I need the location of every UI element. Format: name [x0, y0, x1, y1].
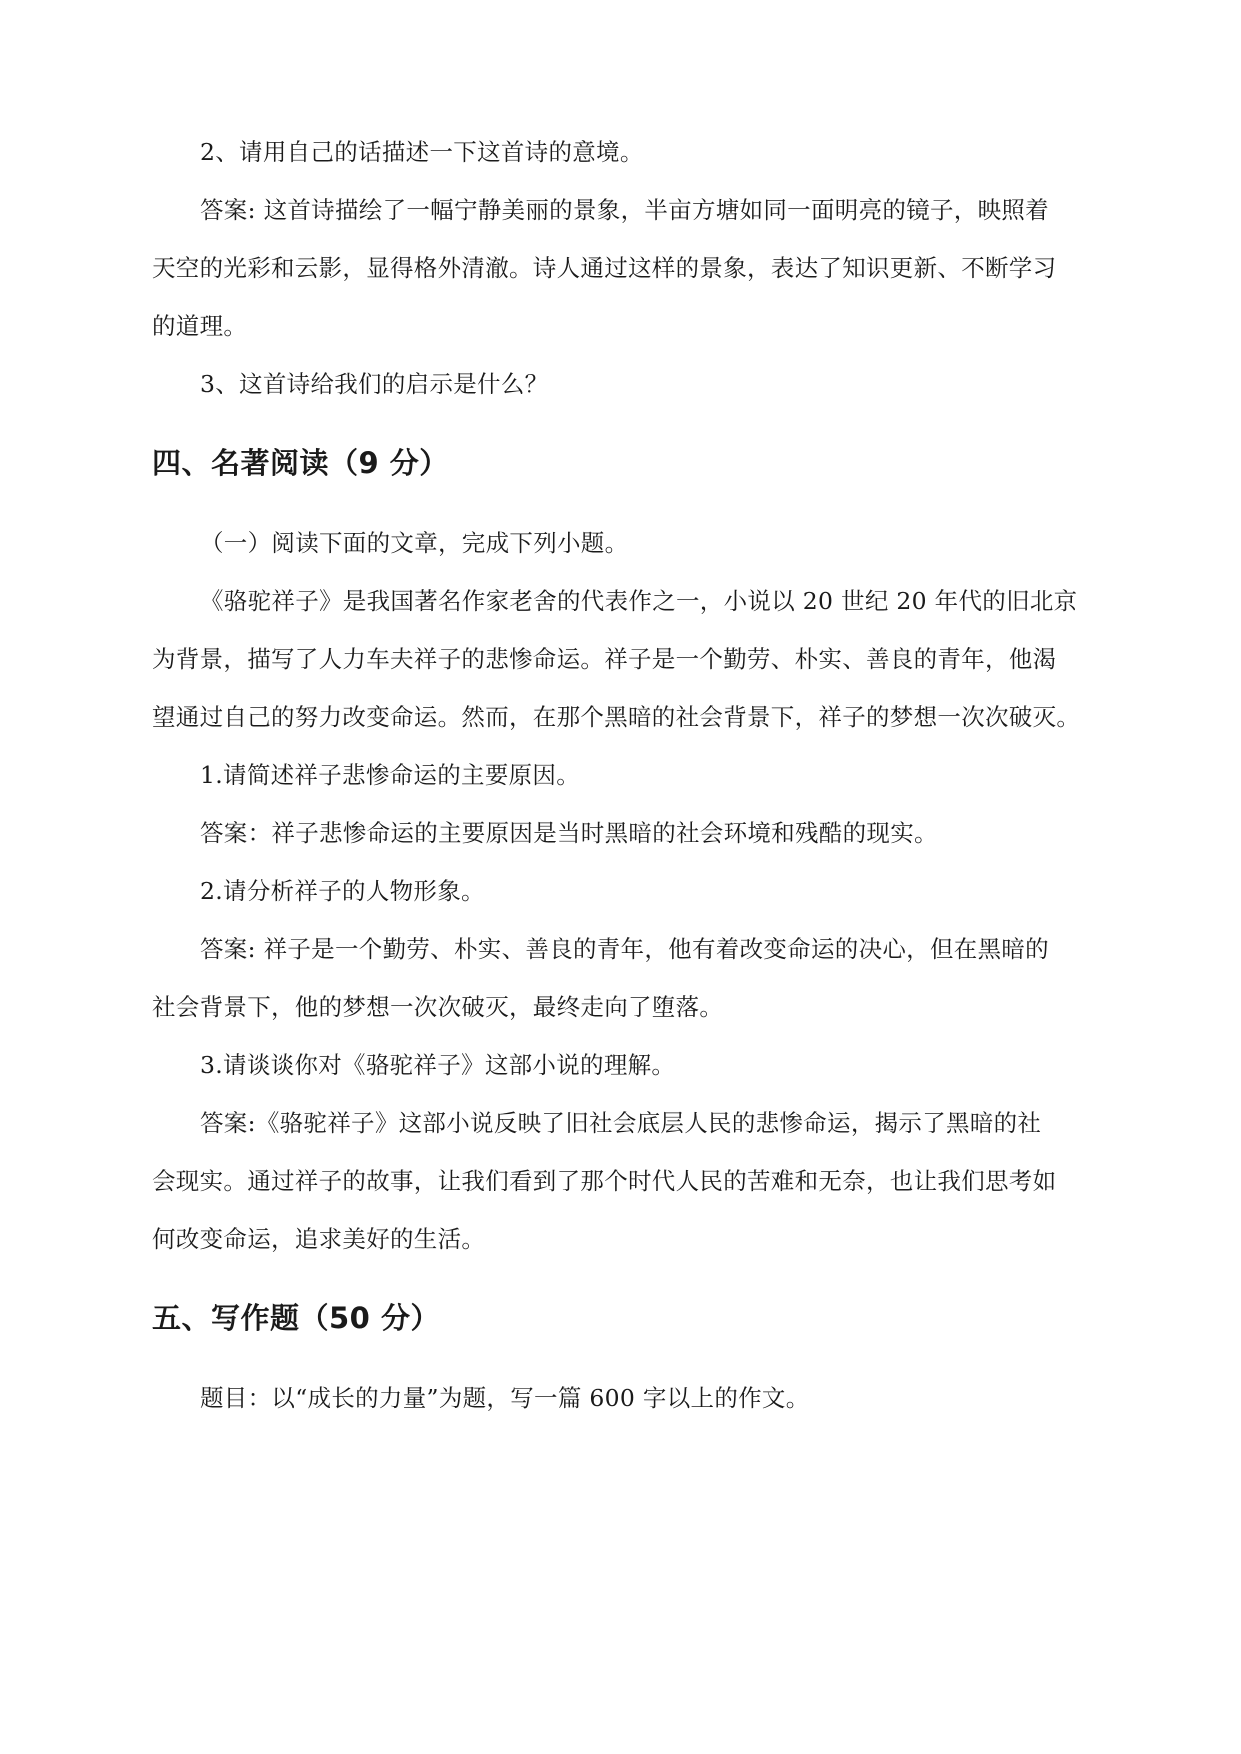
novel-question-3: 3.请谈谈你对《骆驼祥子》这部小说的理解。: [200, 1051, 676, 1079]
passage-line-1: 《骆驼祥子》是我国著名作家老舍的代表作之一，小说以 20 世纪 20 年代的旧北京: [200, 587, 1078, 615]
novel-answer-3-line-2: 会现实。通过祥子的故事，让我们看到了那个时代人民的苦难和无奈，也让我们思考如: [152, 1167, 1057, 1195]
passage-line-2: 为背景，描写了人力车夫祥子的悲惨命运。祥子是一个勤劳、朴实、善良的青年，他渴: [152, 645, 1057, 673]
passage-line-3: 望通过自己的努力改变命运。然而，在那个黑暗的社会背景下，祥子的梦想一次次破灭。: [152, 703, 1081, 731]
novel-answer-2-line-1: 答案: 祥子是一个勤劳、朴实、善良的青年，他有着改变命运的决心，但在黑暗的: [200, 935, 1049, 963]
novel-question-1: 1.请简述祥子悲惨命运的主要原因。: [200, 761, 581, 789]
novel-answer-3-line-1: 答案:《骆驼祥子》这部小说反映了旧社会底层人民的悲惨命运，揭示了黑暗的社: [200, 1109, 1042, 1137]
novel-answer-2-line-2: 社会背景下，他的梦想一次次破灭，最终走向了堕落。: [152, 993, 724, 1021]
poem-answer-2-line-2: 天空的光彩和云影，显得格外清澈。诗人通过这样的景象，表达了知识更新、不断学习: [152, 254, 1057, 282]
section-4-heading: 四、名著阅读（9 分）: [152, 446, 449, 480]
poem-answer-2-line-3: 的道理。: [152, 312, 248, 340]
novel-question-2: 2.请分析祥子的人物形象。: [200, 877, 485, 905]
novel-answer-3-line-3: 何改变命运，追求美好的生活。: [152, 1225, 486, 1253]
poem-question-2: 2、请用自己的话描述一下这首诗的意境。: [200, 138, 644, 166]
writing-prompt: 题目：以“成长的力量”为题，写一篇 600 字以上的作文。: [200, 1384, 810, 1412]
poem-question-3: 3、这首诗给我们的启示是什么？: [200, 370, 549, 398]
section-4-subheading: （一）阅读下面的文章，完成下列小题。: [200, 529, 629, 557]
novel-answer-1: 答案：祥子悲惨命运的主要原因是当时黑暗的社会环境和残酷的现实。: [200, 819, 938, 847]
poem-answer-2-line-1: 答案: 这首诗描绘了一幅宁静美丽的景象，半亩方塘如同一面明亮的镜子，映照着: [200, 196, 1049, 224]
section-5-heading: 五、写作题（50 分）: [152, 1301, 440, 1335]
